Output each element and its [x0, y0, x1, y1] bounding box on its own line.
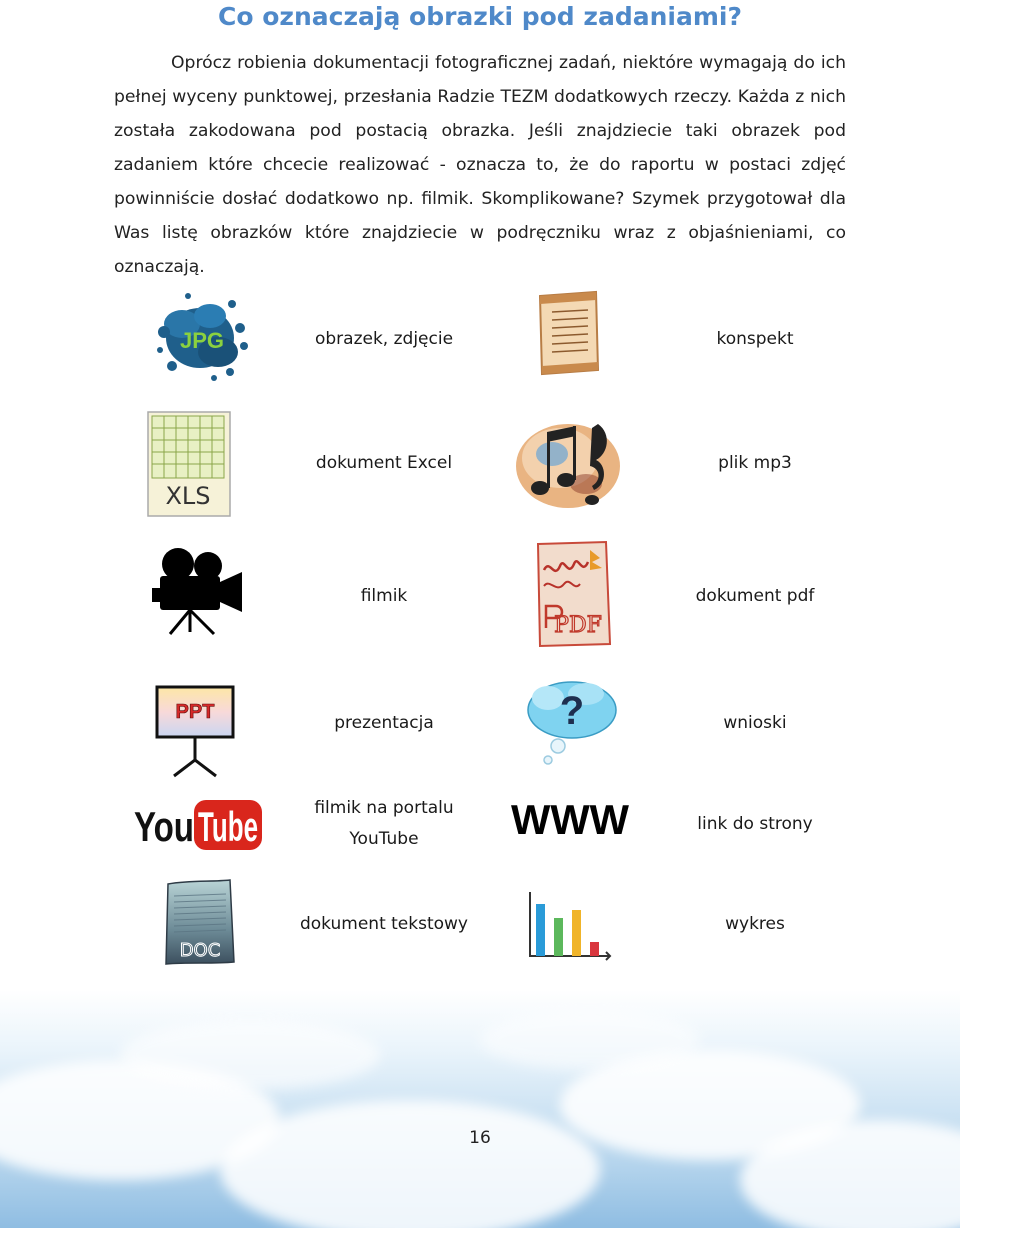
legend-label-doc: dokument tekstowy	[299, 914, 468, 934]
svg-text:JPG: JPG	[179, 328, 225, 353]
svg-text:?: ?	[559, 689, 585, 733]
doc-document-icon	[160, 878, 240, 966]
legend-label-prezentacja: prezentacja	[334, 713, 434, 733]
legend-label-www: link do strony	[697, 814, 813, 834]
legend-label-youtube-line2: YouTube	[349, 829, 419, 849]
youtube-logo-icon	[132, 796, 264, 854]
legend-label-youtube	[299, 793, 469, 855]
bar-chart-icon	[524, 890, 614, 962]
presentation-easel-icon	[154, 684, 236, 778]
svg-text:PPT: PPT	[175, 701, 215, 723]
svg-text:XLS: XLS	[165, 482, 211, 510]
film-camera-icon	[150, 546, 244, 636]
svg-text:PDF: PDF	[554, 613, 602, 638]
legend-label-jpg: obrazek, zdjęcie	[314, 329, 454, 349]
intro-paragraph: Oprócz robienia dokumentacji fotograficznej zadań, niektóre wymagają do ich pełnej wyceny punktowej, przesłania Radzie TEZM dodatkowych rzeczy. Każda z nich została zakodowana pod postacią obrazka. Jeśli znajdziecie taki obrazek pod zadaniem które chcecie realizować - oznacza to, że do raportu w postaci zdjęć powinniście dosłać dodatkowo np. filmik. Skomplikowane? Szymek przygotował dla Was listę obrazków które znajdziecie w podręczniku wraz z objaśnieniami, co oznaczają.	[114, 53, 846, 277]
xls-spreadsheet-icon	[138, 404, 238, 522]
svg-text:DOC: DOC	[179, 940, 221, 961]
legend-label-filmik: filmik	[360, 586, 408, 606]
legend-label-pdf: dokument pdf	[695, 586, 815, 606]
scroll-document-icon	[532, 290, 604, 376]
legend-label-youtube-line1: filmik na portalu	[314, 798, 454, 818]
question-cloud-icon	[524, 676, 620, 768]
jpg-splash-icon	[152, 292, 252, 384]
www-icon	[508, 794, 632, 844]
legend-label-konspekt: konspekt	[716, 329, 794, 349]
svg-text:WWW: WWW	[511, 796, 630, 843]
pdf-document-icon	[534, 540, 614, 650]
svg-text:You: You	[134, 803, 194, 850]
music-notes-icon	[512, 414, 624, 514]
page-number: 16	[469, 1128, 491, 1148]
legend-label-mp3: plik mp3	[718, 453, 792, 473]
legend-label-excel: dokument Excel	[315, 453, 453, 473]
sky-background	[0, 990, 960, 1228]
page-title: Co oznaczają obrazki pod zadaniami?	[218, 2, 742, 31]
svg-text:Tube: Tube	[198, 803, 258, 850]
legend-label-wnioski: wnioski	[723, 713, 787, 733]
legend-label-wykres: wykres	[725, 914, 785, 934]
